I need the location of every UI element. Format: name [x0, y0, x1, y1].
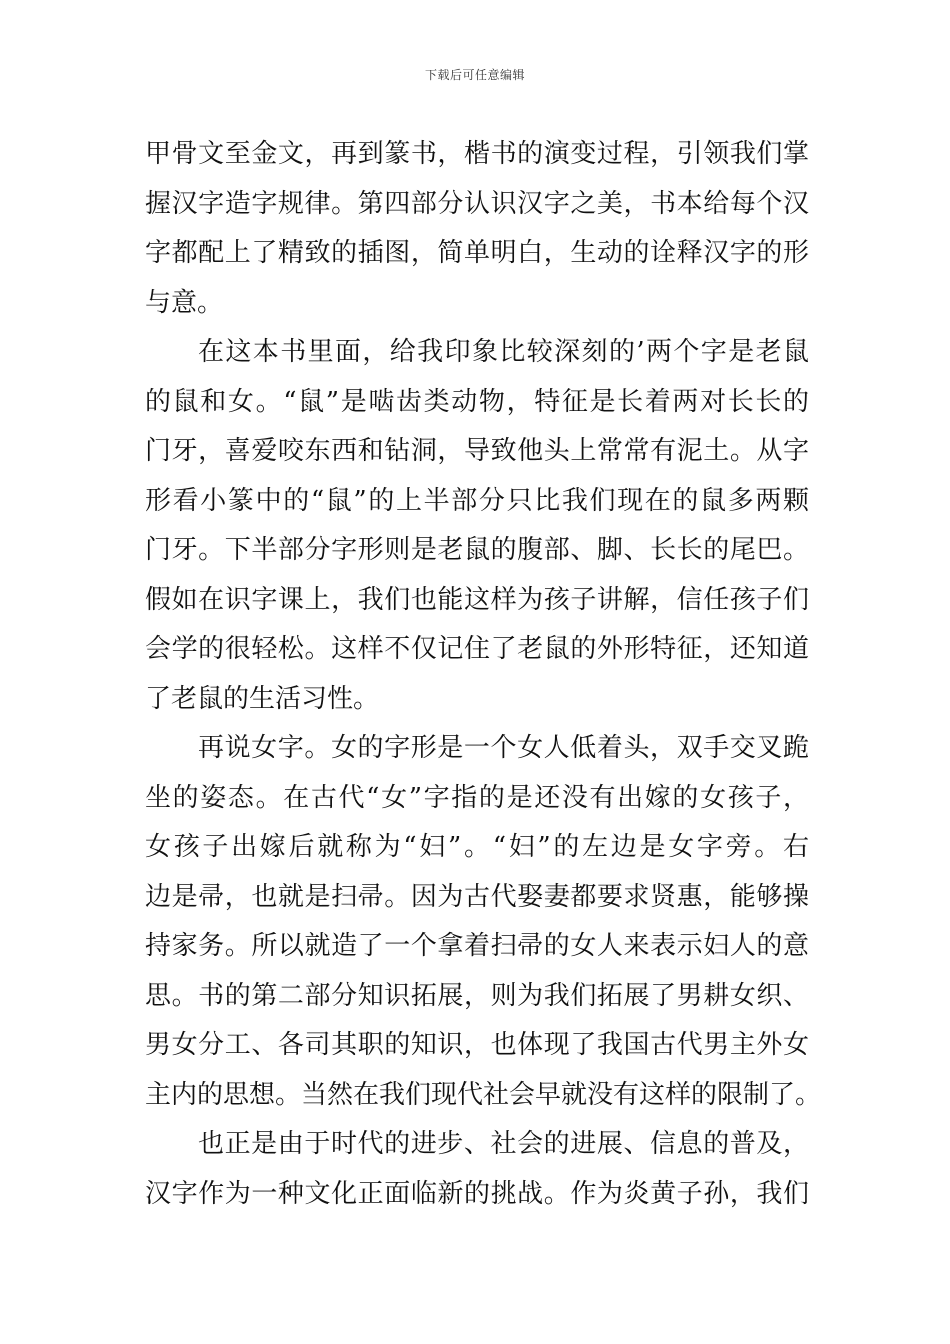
text-line: 汉字作为一种文化正面临新的挑战。作为炎黄子孙，我们: [145, 1178, 809, 1209]
text-line: 甲骨文至金文，再到篆书，楷书的演变过程，引领我们掌: [145, 139, 809, 169]
text-line: 形看小篆中的“鼠”的上半部分只比我们现在的鼠多两颗: [145, 485, 809, 516]
paragraph-first-line: 在这本书里面，给我印象比较深刻的’两个字是老鼠: [198, 337, 809, 367]
text-line: 持家务。所以就造了一个拿着扫帚的女人来表示妇人的意: [145, 931, 809, 961]
text-line: 思。书的第二部分知识拓展，则为我们拓展了男耕女织、: [145, 980, 809, 1011]
paragraph-first-line: 再说女字。女的字形是一个女人低着头，双手交叉跪: [198, 733, 809, 763]
text-line: 会学的很轻松。这样不仅记住了老鼠的外形特征，还知道: [145, 634, 809, 664]
text-line: 门牙。下半部分字形则是老鼠的腹部、脚、长长的尾巴。: [145, 535, 809, 565]
text-line: 男女分工、各司其职的知识，也体现了我国古代男主外女: [145, 1030, 809, 1060]
text-line: 女孩子出嫁后就称为“妇”。“妇”的左边是女字旁。右: [145, 832, 809, 862]
text-line: 字都配上了精致的插图，简单明白，生动的诠释汉字的形: [145, 238, 809, 268]
body-text: [145, 130, 822, 1219]
text-line: 门牙，喜爱咬东西和钻洞，导致他头上常常有泥土。从字: [145, 436, 809, 466]
text-line: 主内的思想。当然在我们现代社会早就没有这样的限制了。: [145, 1079, 822, 1110]
text-line: 坐的姿态。在古代“女”字指的是还没有出嫁的女孩子，: [145, 782, 809, 813]
text-line: 了老鼠的生活习性。: [145, 683, 380, 714]
paragraph-first-line: 也正是由于时代的进步、社会的进展、信息的普及，: [198, 1129, 809, 1159]
text-line: 假如在识字课上，我们也能这样为孩子讲解，信任孩子们: [145, 584, 809, 615]
text-line: 与意。: [145, 287, 224, 318]
header-note: 下载后可任意编辑: [424, 68, 525, 82]
text-line: 的鼠和女。“鼠”是啮齿类动物，特征是长着两对长长的: [145, 386, 809, 417]
text-line: 握汉字造字规律。第四部分认识汉字之美，书本给每个汉: [145, 188, 809, 219]
text-line: 边是帚，也就是扫帚。因为古代娶妻都要求贤惠，能够操: [145, 881, 809, 912]
